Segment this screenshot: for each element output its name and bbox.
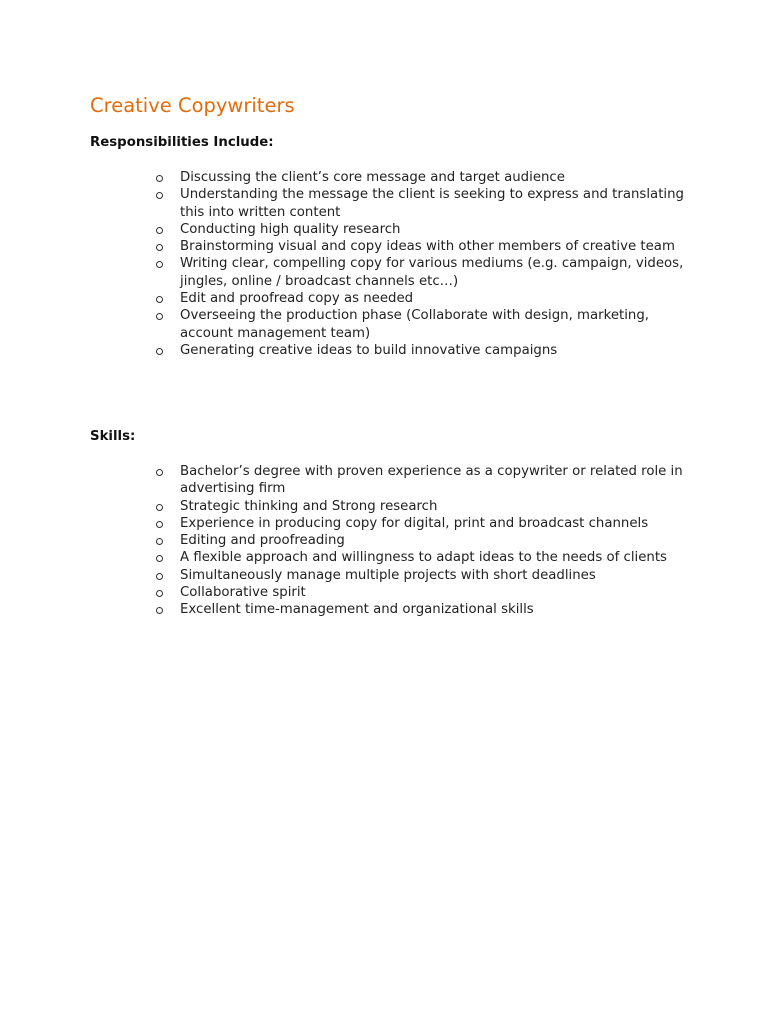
list-item-text: A flexible approach and willingness to adapt ideas to the needs of clients xyxy=(180,550,667,566)
list-item-text: Understanding the message the client is seeking to express and translating this into written content xyxy=(180,187,684,220)
list-item-text: Strategic thinking and Strong research xyxy=(180,498,438,514)
circle-bullet-icon xyxy=(156,175,163,182)
circle-bullet-icon xyxy=(156,244,163,251)
list-item xyxy=(156,532,696,549)
list-item xyxy=(156,549,696,566)
skills-list xyxy=(156,463,696,619)
skills-heading: Skills: xyxy=(90,429,136,444)
circle-bullet-icon xyxy=(156,538,163,545)
circle-bullet-icon xyxy=(156,607,163,614)
list-item-text: Excellent time-management and organizational skills xyxy=(180,602,534,618)
list-item xyxy=(156,238,696,255)
list-item xyxy=(156,584,696,601)
list-item xyxy=(156,342,696,359)
list-item-text: Collaborative spirit xyxy=(180,585,306,601)
page-title: Creative Copywriters xyxy=(90,94,295,117)
circle-bullet-icon xyxy=(156,521,163,528)
list-item-text: Edit and proofread copy as needed xyxy=(180,291,414,307)
list-item xyxy=(156,221,696,238)
circle-bullet-icon xyxy=(156,313,163,320)
list-item-text: Conducting high quality research xyxy=(180,221,401,237)
list-item-text: Brainstorming visual and copy ideas with other members of creative team xyxy=(180,239,675,255)
list-item xyxy=(156,498,696,515)
circle-bullet-icon xyxy=(156,261,163,268)
list-item-text: Bachelor’s degree with proven experience as a copywriter or related role in advertising firm xyxy=(180,464,683,497)
list-item-text: Overseeing the production phase (Collaborate with design, marketing, account management team) xyxy=(180,308,650,341)
list-item xyxy=(156,290,696,307)
circle-bullet-icon xyxy=(156,348,163,355)
list-item xyxy=(156,307,696,342)
circle-bullet-icon xyxy=(156,227,163,234)
list-item xyxy=(156,255,696,290)
circle-bullet-icon xyxy=(156,573,163,580)
list-item-text: Generating creative ideas to build innovative campaigns xyxy=(180,342,558,358)
list-item-text: Editing and proofreading xyxy=(180,533,345,549)
circle-bullet-icon xyxy=(156,192,163,199)
list-item-text: Discussing the client’s core message and target audience xyxy=(180,170,565,185)
circle-bullet-icon xyxy=(156,296,163,303)
circle-bullet-icon xyxy=(156,469,163,476)
list-item xyxy=(156,463,696,498)
list-item xyxy=(156,567,696,584)
list-item-text: Simultaneously manage multiple projects with short deadlines xyxy=(180,567,596,583)
list-item xyxy=(156,169,696,186)
list-item xyxy=(156,601,696,618)
circle-bullet-icon xyxy=(156,555,163,562)
circle-bullet-icon xyxy=(156,590,163,597)
list-item xyxy=(156,186,696,221)
list-item xyxy=(156,515,696,532)
list-item-text: Experience in producing copy for digital, print and broadcast channels xyxy=(180,515,649,531)
responsibilities-heading: Responsibilities Include: xyxy=(90,135,274,150)
list-item-text: Writing clear, compelling copy for various mediums (e.g. campaign, videos, jingles, online / broadcast channels etc…) xyxy=(180,256,684,289)
responsibilities-list xyxy=(156,169,696,359)
circle-bullet-icon xyxy=(156,504,163,511)
